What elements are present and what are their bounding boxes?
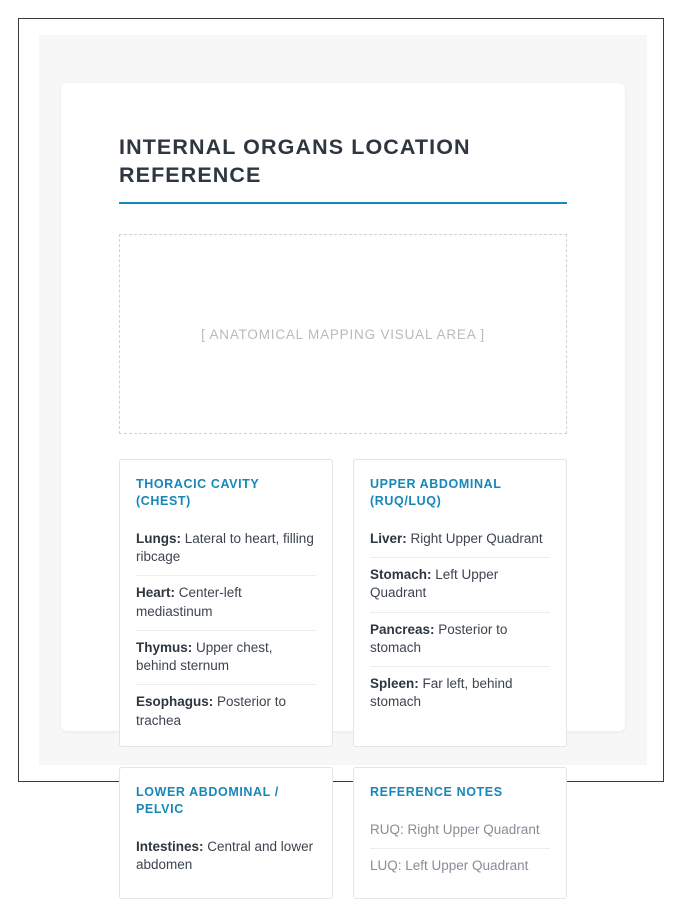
list-item (136, 576, 316, 630)
entry-label: Spleen: (370, 676, 419, 692)
panel-heading: UPPER ABDOMINAL (RUQ/LUQ) (370, 477, 502, 509)
entry-label: Heart: (136, 585, 176, 601)
entry-label: Esophagus: (136, 694, 214, 710)
entry-value: Posterior to trachea (136, 694, 287, 728)
list-item: RUQ: Right Upper Quadrant (370, 813, 550, 849)
visual-placeholder-label: [ ANATOMICAL MAPPING VISUAL AREA ] (201, 326, 485, 342)
list-item (136, 685, 316, 731)
document-card (61, 83, 625, 873)
entry-label: Stomach: (370, 567, 432, 583)
entry-value: Posterior to stomach (370, 621, 508, 655)
panel-grid (119, 459, 567, 899)
page-title: INTERNAL ORGANS LOCATION REFERENCE (119, 135, 471, 188)
panel-heading: REFERENCE NOTES (370, 784, 503, 799)
panel-heading: LOWER ABDOMINAL / PELVIC (136, 784, 279, 816)
title-underline (119, 202, 567, 205)
entry-value: Lateral to heart, filling ribcage (136, 531, 314, 565)
entry-value: Right Upper Quadrant (406, 531, 543, 546)
entry-value: Upper chest, behind sternum (136, 639, 273, 674)
list-item (370, 558, 550, 612)
panel-heading: THORACIC CAVITY (CHEST) (136, 477, 260, 509)
list-item (136, 522, 316, 576)
panel-lower-abdominal-pelvic (119, 767, 333, 899)
panel-thoracic-cavity (119, 459, 333, 747)
list-item (136, 631, 316, 685)
entry-label: Liver: (370, 531, 407, 546)
list-item (370, 667, 550, 713)
list-item: LUQ: Left Upper Quadrant (370, 857, 529, 873)
entry-label: Lungs: (136, 531, 181, 546)
entry-value: Center-left mediastinum (136, 585, 242, 619)
entry-label: Intestines: (136, 838, 204, 854)
entry-label: Thymus: (136, 639, 193, 655)
entry-value: Far left, behind stomach (370, 676, 513, 710)
entry-label: Pancreas: (370, 621, 435, 637)
panel-reference-notes (353, 767, 567, 899)
list-item (370, 613, 550, 667)
document-content (119, 133, 567, 899)
entry-value: Central and lower abdomen (136, 838, 314, 872)
list-item (370, 522, 550, 558)
panel-upper-abdominal (353, 459, 567, 747)
list-item (136, 830, 316, 876)
entry-value: Left Upper Quadrant (370, 567, 499, 601)
document-frame (18, 18, 664, 873)
anatomical-visual-placeholder (119, 234, 567, 434)
